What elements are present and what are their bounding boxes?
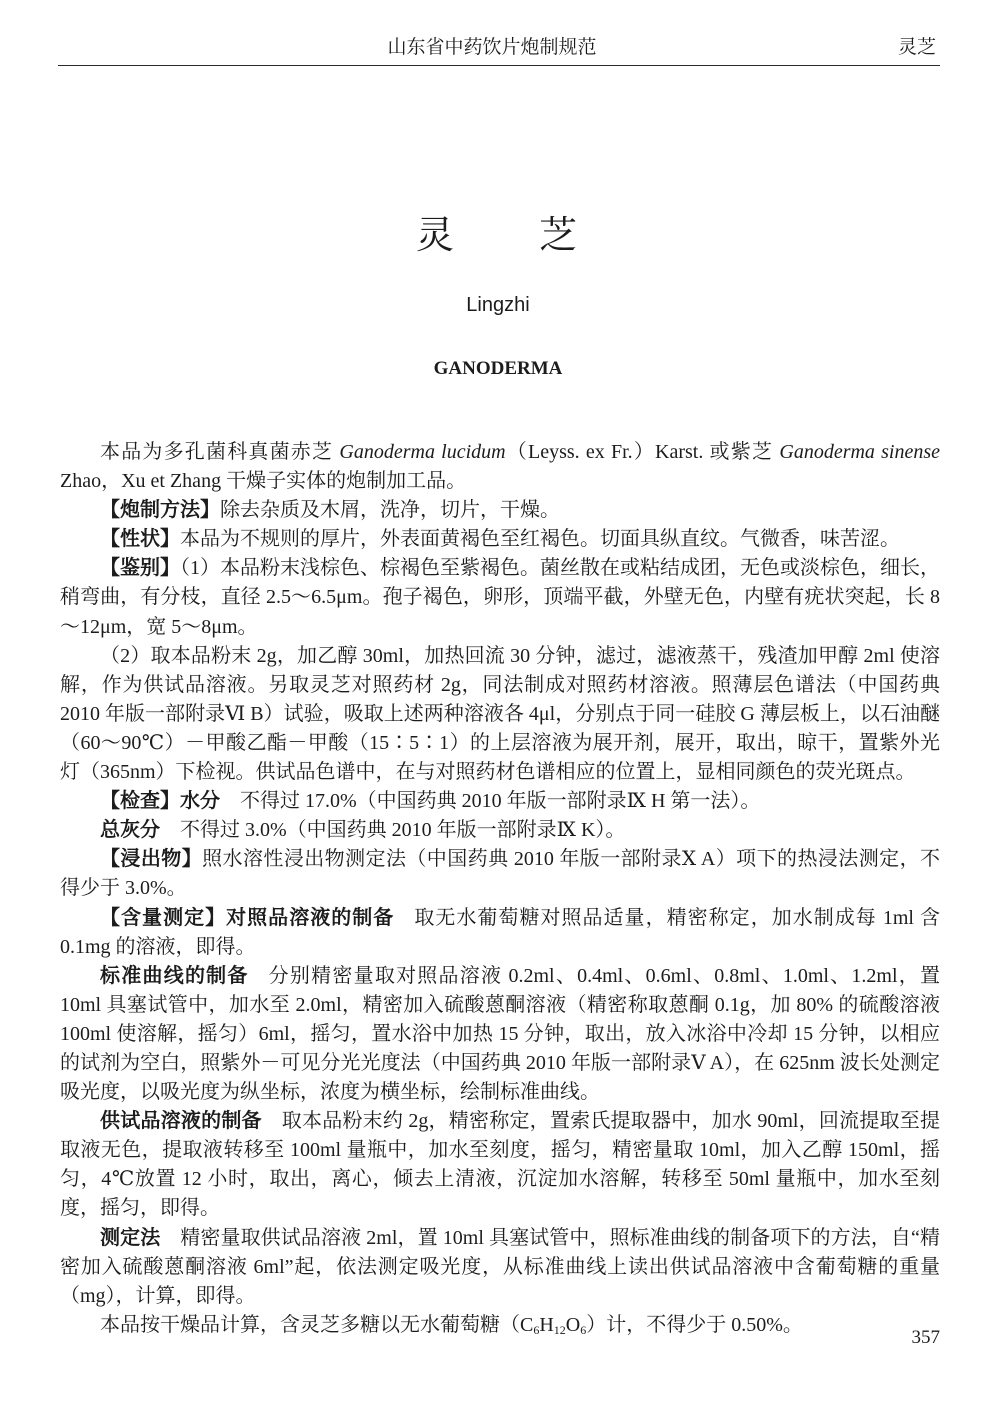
conclusion-text: 本品按干燥品计算，含灵芝多糖以无水葡萄糖（C xyxy=(100,1313,534,1336)
description-paragraph xyxy=(60,525,940,554)
section-title: 灵芝 xyxy=(897,37,936,58)
total-ash-paragraph xyxy=(60,816,940,845)
page-number: 357 xyxy=(911,1327,940,1348)
monograph-title: 灵 芝 xyxy=(415,213,580,257)
intro-text: Zhao，Xu et Zhang 干燥子实体的炮制加工品。 xyxy=(60,470,467,493)
formula-subscript: 6 xyxy=(580,1322,587,1337)
section-text: 分别精密量取对照品溶液 0.2ml、0.4ml、0.6ml、0.8ml、1.0ml、1.2ml，置 10ml 具塞试管中，加水至 2.0ml，精密加入硫酸蒽酮溶液（精密称取蒽酮 0.1g，加 80% 的硫酸溶液 100ml 使溶解，摇匀）6ml，摇匀，置水浴中加热 15 分钟，取出，放入冰浴中冷却 15 分钟，以相应的试剂为空白，照紫外－可见分光光度法（中国药典 2010 年版一部附录Ⅴ A），在 625nm 波长处测定吸光度，以吸光度为纵坐标，浓度为横坐标，绘制标准曲线。 xyxy=(60,964,940,1104)
method-paragraph xyxy=(60,1224,940,1311)
intro-text: 本品为多孔菌科真菌赤芝 xyxy=(100,441,340,463)
section-text: 除去杂质及木屑，洗净，切片，干燥。 xyxy=(220,499,560,522)
section-label: 标准曲线的制备 xyxy=(100,964,249,987)
species-name: Ganoderma lucidum xyxy=(339,441,506,463)
conclusion-text: ）计，不得少于 0.50%。 xyxy=(586,1313,803,1336)
section-label: 总灰分 xyxy=(100,819,160,842)
section-label: 【浸出物】 xyxy=(100,848,203,871)
formula-element: O xyxy=(565,1313,581,1336)
test-solution-paragraph xyxy=(60,1107,940,1223)
section-text: 本品为不规则的厚片，外表面黄褐色至红褐色。切面具纵直纹。气微香，味苦涩。 xyxy=(180,528,900,551)
monograph-pinyin: Lingzhi xyxy=(466,294,530,316)
section-label: 【鉴别】 xyxy=(100,557,180,580)
section-label: 供试品溶液的制备 xyxy=(100,1110,262,1133)
monograph-body xyxy=(60,438,940,1340)
formula-subscript: 12 xyxy=(553,1322,566,1337)
assay-paragraph xyxy=(60,904,940,962)
section-text: 取本品粉末约 2g，精密称定，置索氏提取器中，加水 90ml，回流提取至提取液无色，提取液转移至 100ml 量瓶中，加水至刻度，摇匀，精密量取 10ml，加入乙醇 150ml，摇匀，4℃放置 12 小时，取出，离心，倾去上清液，沉淀加水溶解，转移至 50ml 量瓶中，加水至刻度，摇匀，即得。 xyxy=(60,1110,940,1220)
intro-text: （Leyss. ex Fr.）Karst. 或紫芝 xyxy=(505,441,780,463)
section-text: 不得过 17.0%（中国药典 2010 年版一部附录Ⅸ H 第一法）。 xyxy=(240,790,761,813)
section-text: 不得过 3.0%（中国药典 2010 年版一部附录Ⅸ K）。 xyxy=(180,819,626,842)
section-text: 取无水葡萄糖对照品适量，精密称定，加水制成每 1ml 含 0.1mg 的溶液，即得。 xyxy=(60,906,940,958)
section-label: 【含量测定】对照品溶液的制备 xyxy=(100,906,395,929)
book-title: 山东省中药饮片炮制规范 xyxy=(387,37,597,58)
monograph-latin-name: GANODERMA xyxy=(433,358,563,379)
inspection-paragraph xyxy=(60,787,940,816)
section-label: 【炮制方法】 xyxy=(100,499,220,522)
section-label: 测定法 xyxy=(100,1226,161,1249)
section-text: （2）取本品粉末 2g，加乙醇 30ml，加热回流 30 分钟，滤过，滤液蒸干，残渣加甲醇 2ml 使溶解，作为供试品溶液。另取灵芝对照药材 2g，同法制成对照药材溶液。照薄层色谱法（中国药典 2010 年版一部附录Ⅵ B）试验，吸取上述两种溶液各 4μl，分别点于同一硅胶 G 薄层板上，以石油醚（60～90℃）－甲酸乙酯－甲酸（15∶5∶1）的上层溶液为展开剂，展开，取出，晾干，置紫外光灯（365nm）下检视。供试品色谱中，在与对照药材色谱相应的位置上，显相同颜色的荧光斑点。 xyxy=(60,644,940,784)
section-label: 【性状】 xyxy=(100,528,180,551)
identification-2-paragraph xyxy=(60,642,940,787)
formula-element: H xyxy=(539,1313,554,1336)
section-label: 【检查】水分 xyxy=(100,790,220,813)
section-text: 精密量取供试品溶液 2ml，置 10ml 具塞试管中，照标准曲线的制备项下的方法，自“精密加入硫酸蒽酮溶液 6ml”起，依法测定吸光度，从标准曲线上读出供试品溶液中含葡萄糖的重量（mg），计算，即得。 xyxy=(60,1226,940,1307)
intro-paragraph xyxy=(60,438,940,496)
conclusion-paragraph xyxy=(60,1311,940,1340)
section-text: （1）本品粉末浅棕色、棕褐色至紫褐色。菌丝散在或粘结成团，无色或淡棕色，细长，稍弯曲，有分枝，直径 2.5～6.5μm。孢子褐色，卵形，顶端平截，外壁无色，内壁有疣状突起，长 8～12μm，宽 5～8μm。 xyxy=(60,557,940,638)
extract-paragraph xyxy=(60,845,940,903)
formula-subscript: 6 xyxy=(533,1322,540,1337)
running-header xyxy=(58,34,940,66)
species-name: Ganoderma sinense xyxy=(779,441,941,463)
identification-paragraph xyxy=(60,554,940,641)
section-text: 照水溶性浸出物测定法（中国药典 2010 年版一部附录Ⅹ A）项下的热浸法测定，不得少于 3.0%。 xyxy=(60,848,940,900)
standard-curve-paragraph xyxy=(60,962,940,1107)
processing-paragraph xyxy=(60,496,940,525)
